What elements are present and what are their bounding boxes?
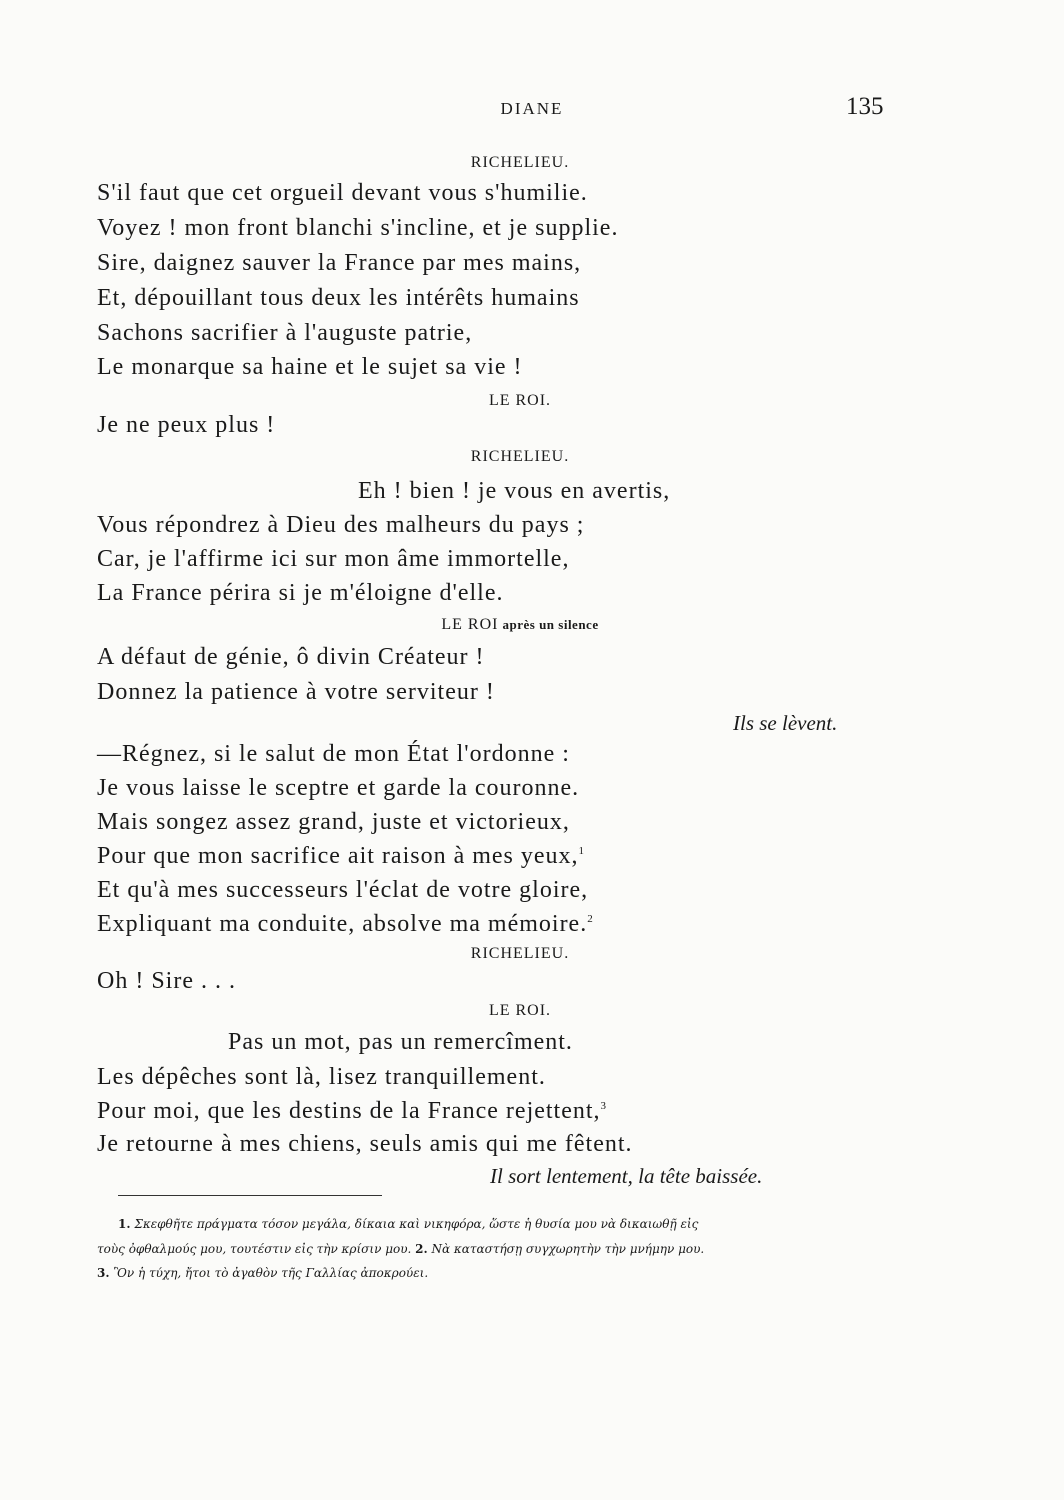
verse-line: Sachons sacrifier à l'auguste patrie,: [97, 320, 473, 346]
verse-line: Et qu'à mes successeurs l'éclat de votre gloire,: [97, 877, 589, 903]
speaker-richelieu: RICHELIEU.: [470, 154, 570, 171]
stage-direction: Ils se lèvent.: [733, 711, 838, 735]
verse-line: Eh ! bien ! je vous en avertis,: [358, 478, 671, 504]
footnote-text: Ὃν ἡ τύχη, ἤτοι τὸ ἀγαθὸν τῆς Γαλλίας ἀποκρούει.: [113, 1266, 429, 1280]
running-header: [0, 93, 1064, 123]
footnote-mark: 3: [600, 1100, 608, 1112]
verse-line: Voyez ! mon front blanchi s'incline, et je supplie.: [97, 215, 619, 241]
footnote-text: Νὰ καταστήσῃ συγχωρητὴν τὴν μνήμην μου.: [431, 1242, 705, 1256]
verse-text: Expliquant ma conduite, absolve ma mémoire.: [97, 911, 588, 937]
footnote-number: 3.: [97, 1266, 110, 1280]
speaker-le-roi-direction: [0, 616, 1040, 634]
verse-line: Pas un mot, pas un remercîment.: [228, 1029, 573, 1055]
verse-line: [97, 911, 594, 938]
footnote-number: 2.: [415, 1242, 428, 1256]
verse-line: La France périra si je m'éloigne d'elle.: [97, 580, 504, 606]
verse-line: —Régnez, si le salut de mon État l'ordonne :: [97, 741, 570, 767]
speaker-richelieu: RICHELIEU.: [470, 448, 570, 465]
verse-line: S'il faut que cet orgueil devant vous s'humilie.: [97, 180, 588, 206]
verse-line: Et, dépouillant tous deux les intérêts humains: [97, 285, 580, 311]
stage-direction: Il sort lentement, la tête baissée.: [490, 1164, 763, 1188]
verse-line: Le monarque sa haine et le sujet sa vie !: [97, 354, 523, 380]
footnote-mark: 2: [587, 913, 594, 925]
verse-line: [97, 843, 585, 870]
verse-line: Car, je l'affirme ici sur mon âme immortelle,: [97, 546, 570, 572]
verse-line: Vous répondrez à Dieu des malheurs du pays ;: [97, 512, 585, 538]
speaker-le-roi: LE ROI.: [488, 392, 552, 409]
page-number: 135: [846, 93, 884, 120]
verse-line: Les dépêches sont là, lisez tranquillement.: [97, 1064, 546, 1090]
verse-text: Pour moi, que les destins de la France rejettent,: [97, 1098, 601, 1124]
footnote-text: Σκεφθῆτε πράγματα τόσον μεγάλα, δίκαια καὶ νικηφόρα, ὥστε ἡ θυσία μου νὰ δικαιωθῇ εἰς: [134, 1217, 699, 1231]
verse-line: Je retourne à mes chiens, seuls amis qui me fêtent.: [97, 1131, 633, 1157]
verse-line: [97, 1098, 607, 1125]
footnote-mark: 1: [578, 845, 586, 857]
speaker-richelieu: RICHELIEU.: [470, 945, 570, 962]
verse-text: Pour que mon sacrifice ait raison à mes yeux,: [97, 843, 579, 869]
speaker-direction: après un silence: [502, 617, 599, 632]
footnote-3: [97, 1266, 917, 1280]
verse-line: Mais songez assez grand, juste et victorieux,: [97, 809, 570, 835]
speaker-le-roi: LE ROI.: [488, 1002, 552, 1019]
verse-line: Je vous laisse le sceptre et garde la couronne.: [97, 775, 580, 801]
verse-line: Je ne peux plus !: [97, 412, 276, 438]
footnote-rule: [118, 1195, 382, 1196]
footnote-1-2: [97, 1242, 917, 1256]
footnote-text: τοὺς ὀφθαλμούς μου, τουτέστιν εἰς τὴν κρίσιν μου.: [97, 1242, 412, 1256]
footnote-1: [118, 1217, 938, 1231]
verse-line: A défaut de génie, ô divin Créateur !: [97, 644, 485, 670]
footnote-number: 1.: [118, 1217, 131, 1231]
speaker-name: LE ROI: [441, 616, 499, 633]
verse-line: Donnez la patience à votre serviteur !: [97, 679, 495, 705]
verse-line: Sire, daignez sauver la France par mes mains,: [97, 250, 582, 276]
verse-line: Oh ! Sire . . .: [97, 968, 236, 994]
running-title: DIANE: [500, 99, 564, 118]
